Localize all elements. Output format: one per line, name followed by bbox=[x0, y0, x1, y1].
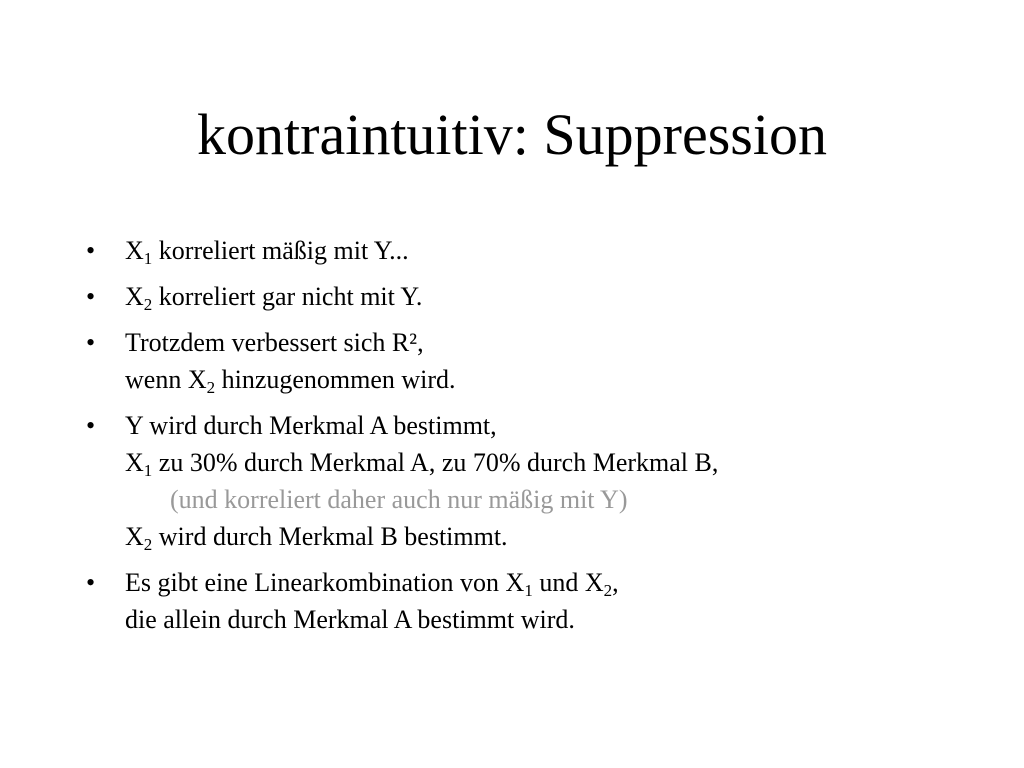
subscript: 2 bbox=[206, 378, 216, 397]
bullet-line bbox=[125, 407, 986, 444]
slide-title: kontraintuitiv: Suppression bbox=[197, 102, 827, 167]
bullet-list bbox=[86, 232, 986, 647]
bullet-line bbox=[125, 564, 986, 601]
bullet-line bbox=[125, 324, 986, 361]
bullet-item bbox=[86, 324, 986, 398]
subscript: 2 bbox=[143, 535, 153, 554]
text-run: korreliert gar nicht mit Y. bbox=[152, 282, 423, 311]
text-run: X bbox=[125, 236, 144, 265]
subscript: 1 bbox=[143, 461, 153, 480]
bullet-icon: • bbox=[86, 282, 96, 311]
text-run: X bbox=[125, 522, 144, 551]
bullet-item bbox=[86, 564, 986, 638]
bullet-icon: • bbox=[86, 328, 96, 357]
bullet-line bbox=[125, 361, 986, 398]
subscript: 2 bbox=[143, 295, 153, 314]
bullet-icon: • bbox=[86, 568, 96, 597]
text-run: X bbox=[125, 448, 144, 477]
text-run: wird durch Merkmal B bestimmt. bbox=[152, 522, 508, 551]
bullet-item bbox=[86, 278, 986, 315]
text-run: hinzugenommen wird. bbox=[215, 365, 456, 394]
bullet-line bbox=[125, 278, 986, 315]
text-run: die allein durch Merkmal A bestimmt wird. bbox=[125, 605, 575, 634]
text-run: (und korreliert daher auch nur mäßig mit Y) bbox=[170, 485, 628, 514]
bullet-line bbox=[125, 518, 986, 555]
text-run: und X bbox=[532, 568, 604, 597]
text-run: , bbox=[612, 568, 619, 597]
bullet-line bbox=[125, 232, 986, 269]
subscript: 1 bbox=[143, 249, 153, 268]
bullet-line bbox=[125, 601, 986, 638]
bullet-item bbox=[86, 407, 986, 555]
bullet-icon: • bbox=[86, 411, 96, 440]
bullet-icon: • bbox=[86, 236, 96, 265]
bullet-item bbox=[86, 232, 986, 269]
text-run: korreliert mäßig mit Y... bbox=[152, 236, 409, 265]
text-run: X bbox=[125, 282, 144, 311]
text-run: wenn X bbox=[125, 365, 207, 394]
text-run: Y wird durch Merkmal A bestimmt, bbox=[125, 411, 497, 440]
bullet-line bbox=[125, 444, 986, 481]
text-run: Es gibt eine Linearkombination von X bbox=[125, 568, 525, 597]
bullet-note bbox=[125, 481, 986, 518]
subscript: 1 bbox=[524, 581, 533, 600]
text-run: zu 30% durch Merkmal A, zu 70% durch Merkmal B, bbox=[152, 448, 719, 477]
subscript: 2 bbox=[603, 581, 613, 600]
text-run: Trotzdem verbessert sich R², bbox=[125, 328, 424, 357]
